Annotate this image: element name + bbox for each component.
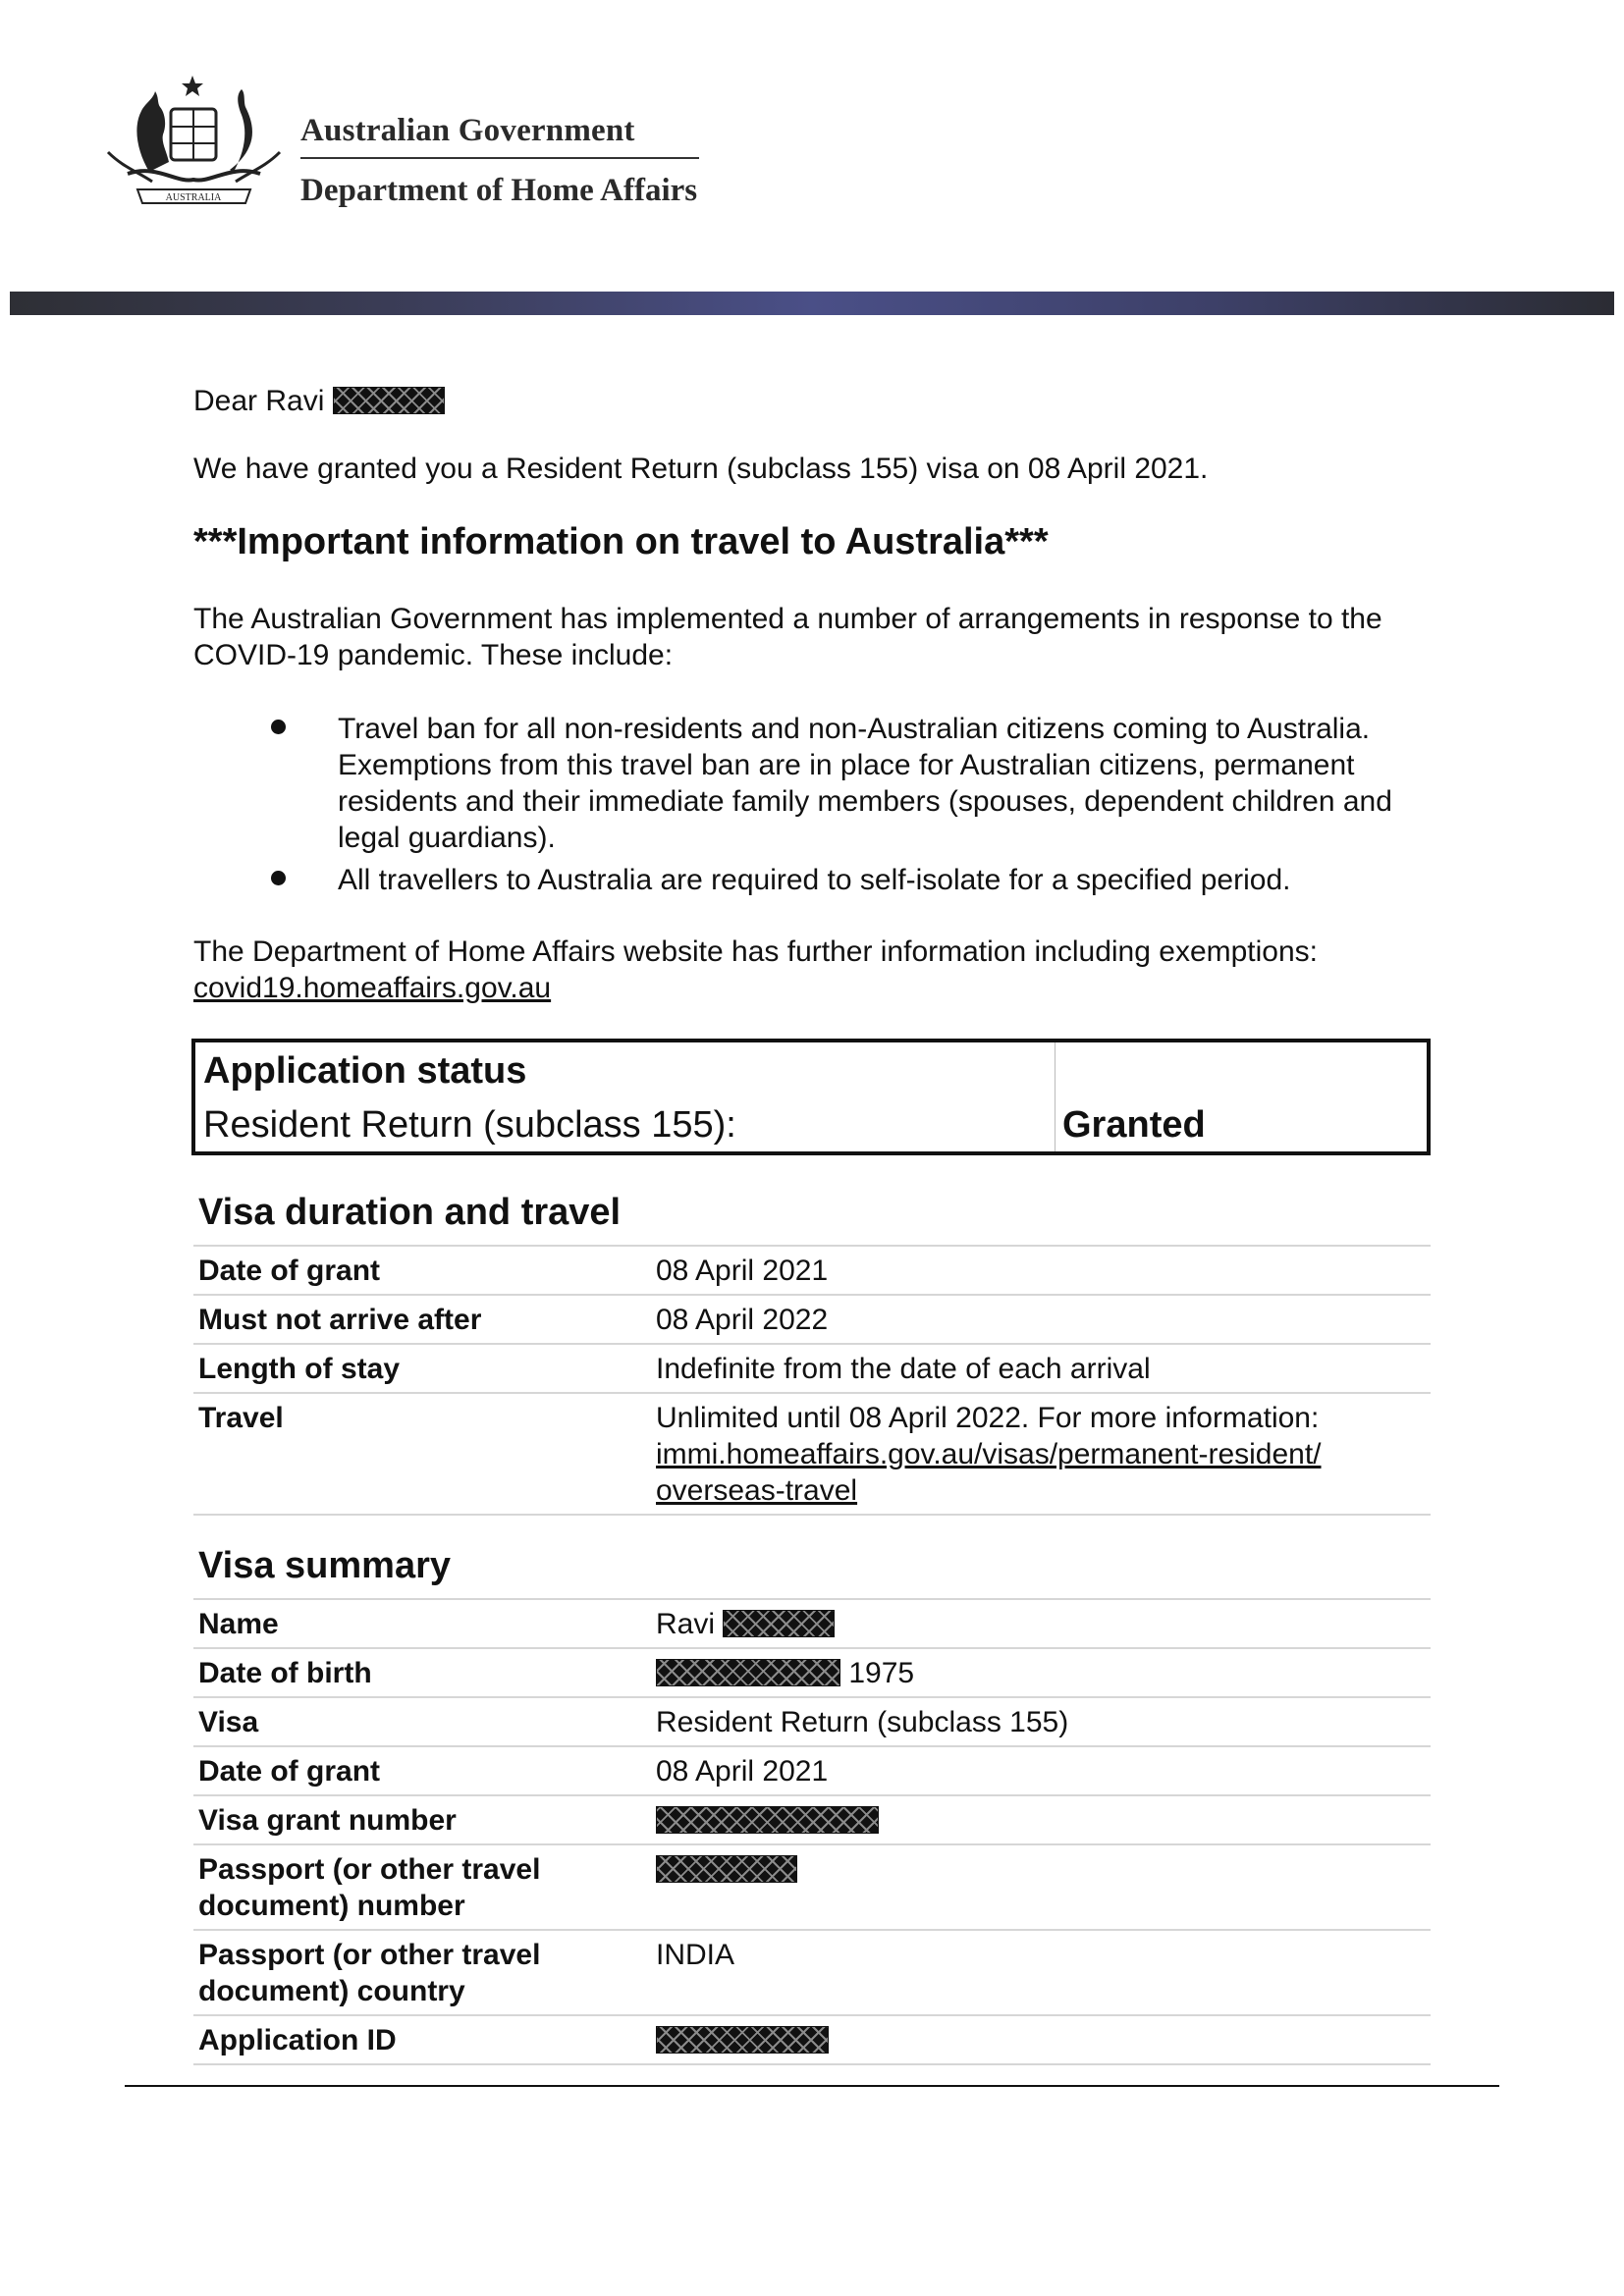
table-row: Date of grant 08 April 2021 (193, 1246, 1431, 1295)
visa-duration-table (193, 1245, 1431, 1516)
footer-rule (125, 2085, 1499, 2087)
granted-sentence: We have granted you a Resident Return (subclass 155) visa on 08 April 2021. (193, 453, 1209, 485)
list-item: All travellers to Australia are required to self-isolate for a specified period. (338, 862, 1431, 898)
agency-line1: Australian Government (300, 113, 699, 159)
table-row: Length of stay Indefinite from the date of each arrival (193, 1344, 1431, 1393)
table-row: Travel Unlimited until 08 April 2022. For more information: immi.homeaffairs.gov.au/visas/permanent-resident/ overseas-travel (193, 1393, 1431, 1515)
redacted-surname (333, 387, 445, 414)
header-banner (10, 292, 1614, 315)
visa-duration-title: Visa duration and travel (198, 1192, 622, 1233)
status-value: Granted (1062, 1104, 1206, 1146)
agency-name (300, 113, 699, 209)
list-item: Travel ban for all non-residents and non-Australian citizens coming to Australia. Exemptions from this travel ban are in place for Australian citizens, permanent residents and their immediate family members (spouses, dependent children and legal guardians). (338, 711, 1431, 856)
status-title: Application status (203, 1050, 527, 1092)
redacted-birth-day (656, 1659, 840, 1686)
redacted-surname (723, 1610, 835, 1637)
table-row: Passport (or other travel document) number (193, 1844, 1431, 1930)
table-row: Name Ravi (193, 1599, 1431, 1648)
travel-value: Unlimited until 08 April 2022. For more information: (656, 1402, 1320, 1434)
visa-summary-table (193, 1598, 1431, 2065)
coat-of-arms-icon (98, 74, 290, 221)
table-row: Must not arrive after 08 April 2022 (193, 1295, 1431, 1344)
application-status-box (191, 1039, 1431, 1155)
table-row: Passport (or other travel document) country INDIA (193, 1930, 1431, 2015)
important-heading: ***Important information on travel to Australia*** (193, 521, 1049, 562)
crest-ribbon-text: AUSTRALIA (165, 192, 222, 203)
status-divider (1055, 1042, 1056, 1151)
bullet-icon (271, 871, 286, 885)
bullet-icon (271, 720, 286, 734)
website-sentence: The Department of Home Affairs website has further information including exemptions: (193, 935, 1319, 968)
overseas-travel-link[interactable]: immi.homeaffairs.gov.au/visas/permanent-resident/ overseas-travel (656, 1438, 1322, 1507)
redacted-grant-number (656, 1806, 879, 1834)
table-row: Application ID (193, 2015, 1431, 2064)
table-row: Visa grant number (193, 1795, 1431, 1844)
visa-summary-title: Visa summary (198, 1545, 452, 1586)
redacted-application-id (656, 2026, 829, 2054)
letter-body (193, 383, 1431, 1006)
covid-bullet-list (193, 711, 1431, 898)
greeting-text: Dear Ravi (193, 385, 325, 417)
table-row: Date of grant 08 April 2021 (193, 1746, 1431, 1795)
table-row: Date of birth 1975 (193, 1648, 1431, 1697)
covid-intro: The Australian Government has implemented a number of arrangements in response to the COVID-19 pandemic. These include: (193, 603, 1382, 671)
status-visa-label: Resident Return (subclass 155): (203, 1104, 736, 1146)
table-row: Visa Resident Return (subclass 155) (193, 1697, 1431, 1746)
covid-website-link[interactable]: covid19.homeaffairs.gov.au (193, 972, 552, 1004)
redacted-passport-number (656, 1855, 797, 1883)
agency-line2: Department of Home Affairs (300, 173, 698, 208)
greeting-line (193, 383, 1431, 419)
